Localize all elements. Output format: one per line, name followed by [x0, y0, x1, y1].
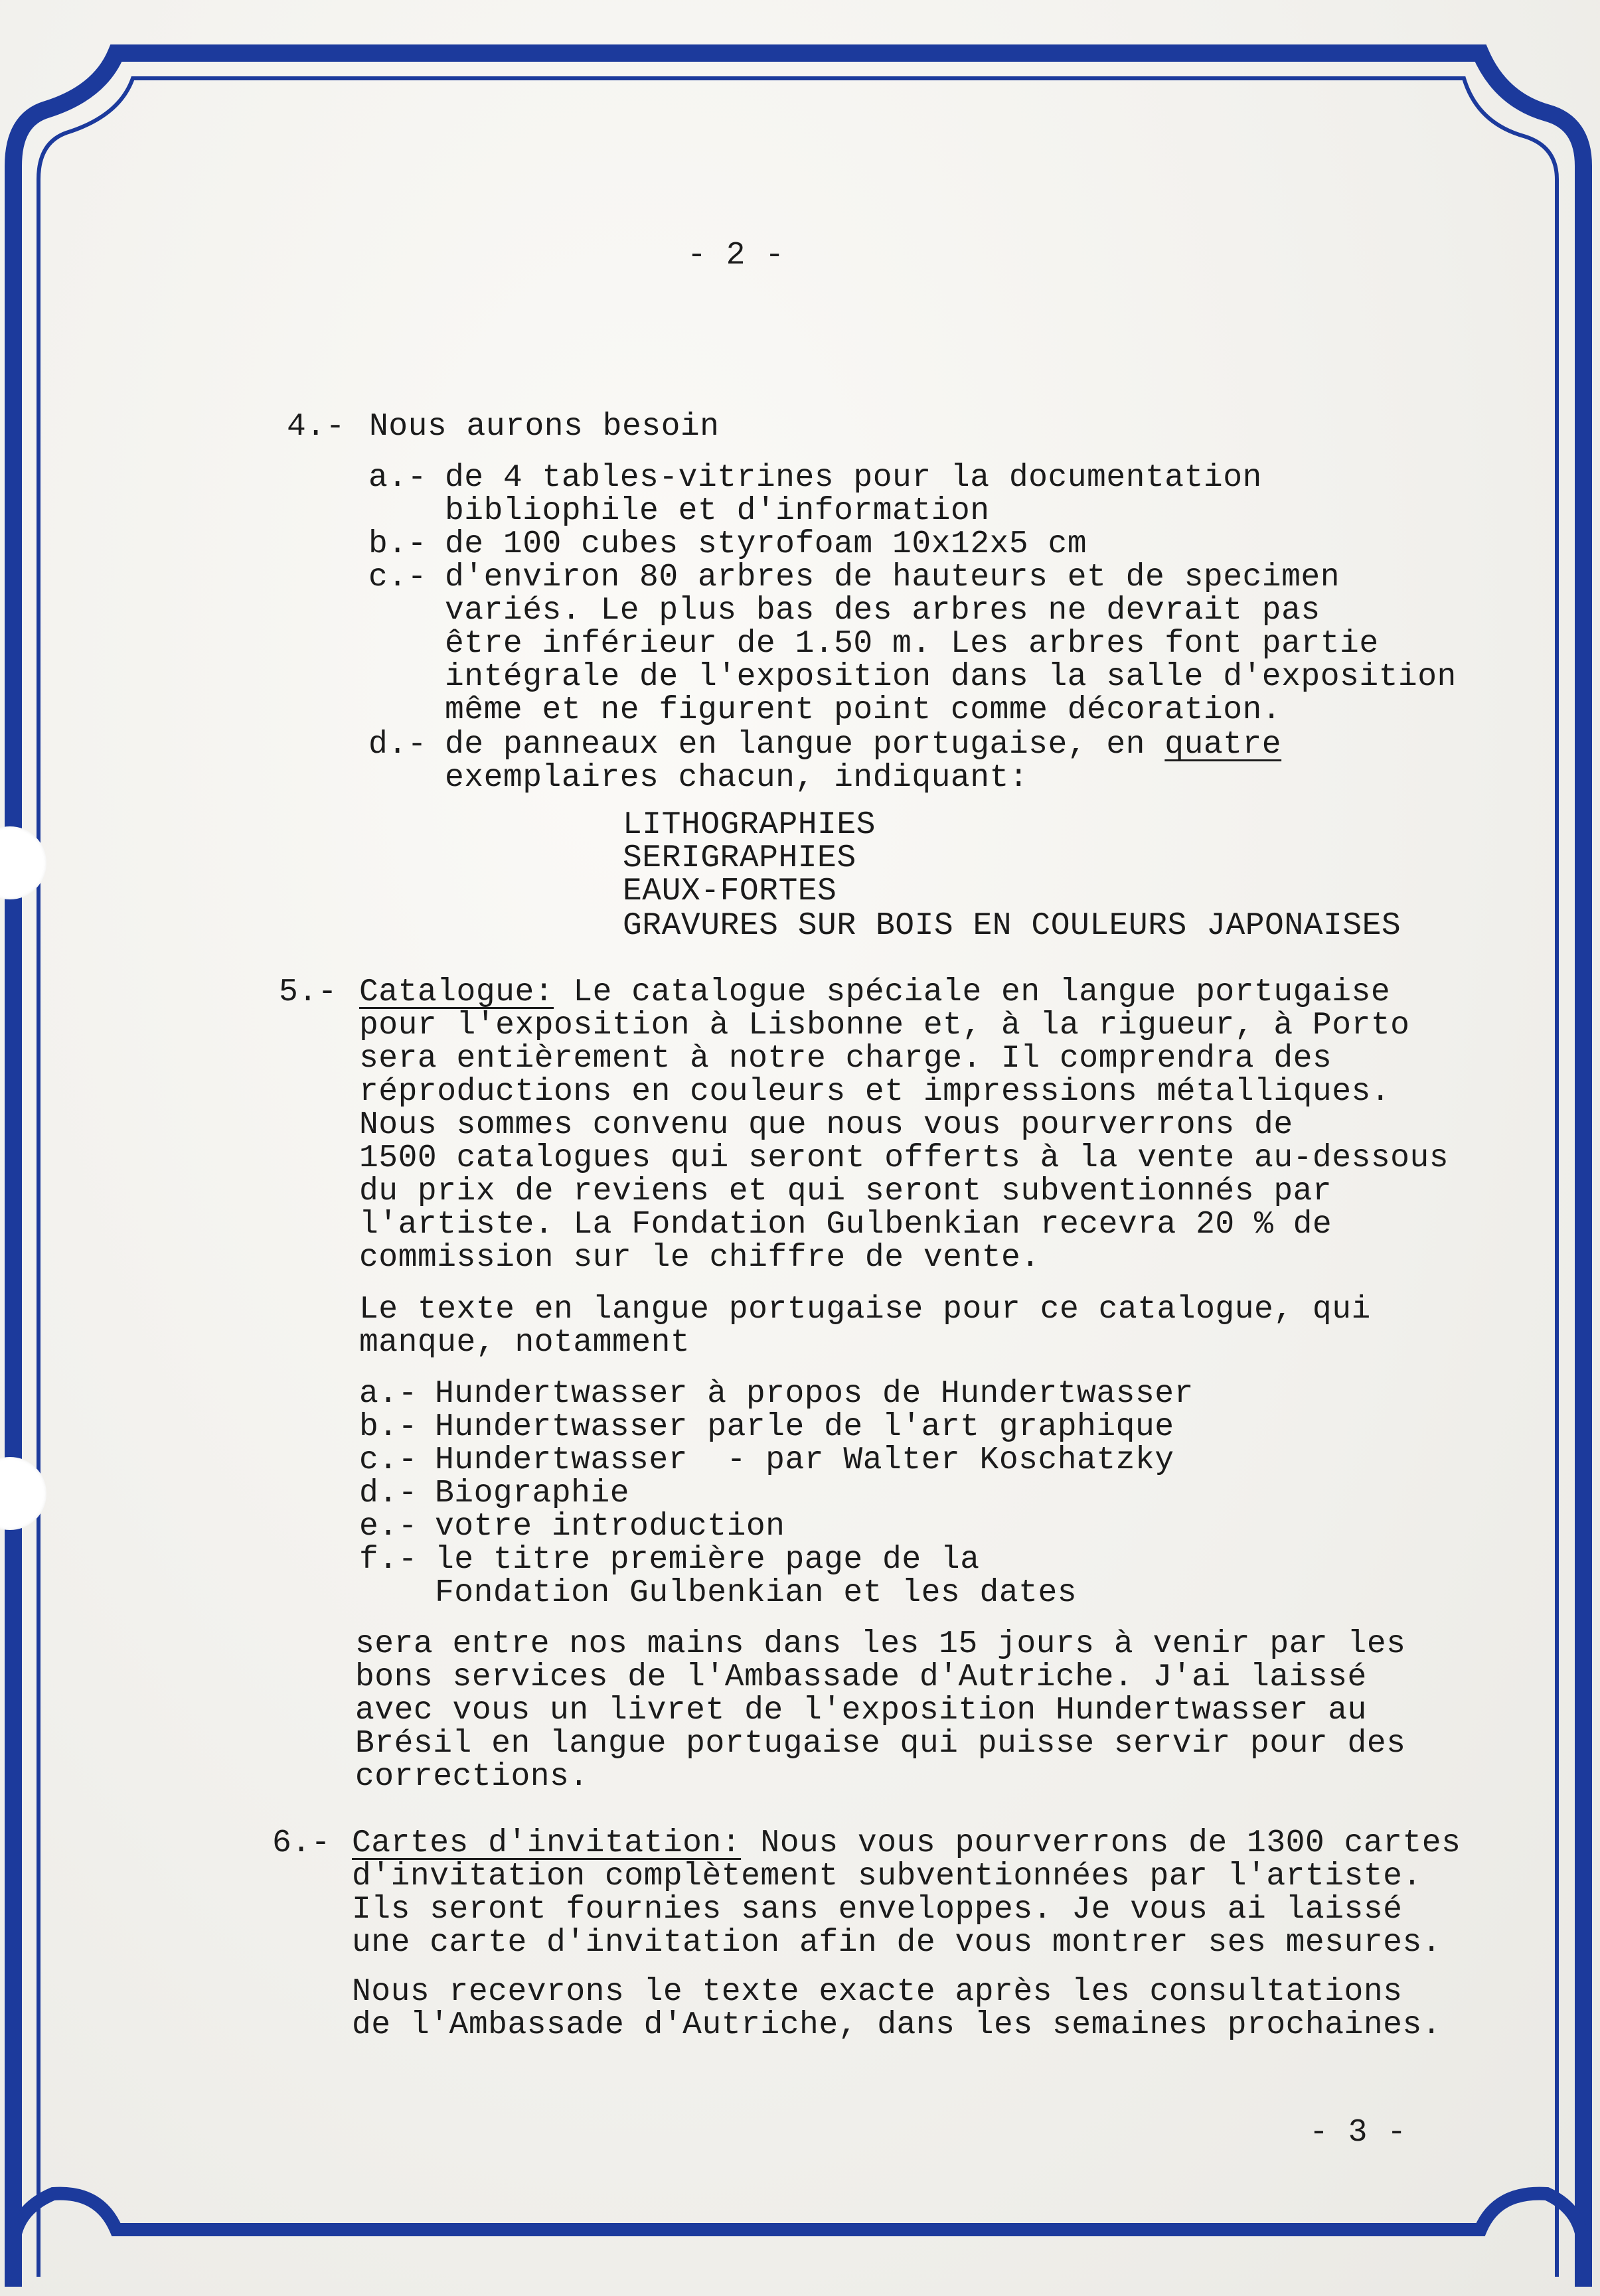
section-5-paragraph-line: sera entre nos mains dans les 15 jours à venir par les	[355, 1626, 1406, 1662]
section-6-number: 6.-	[272, 1825, 331, 1861]
section-4-title: Nous aurons besoin	[369, 409, 720, 445]
section-5-paragraph-line: Le texte en langue portugaise pour ce catalogue, qui	[359, 1292, 1371, 1328]
section-6-first-line	[352, 1827, 1461, 1860]
section-5-item-label: e.-	[359, 1509, 418, 1545]
section-5-item-label: d.-	[359, 1476, 418, 1511]
section-5-item-label: f.-	[359, 1542, 418, 1578]
section-5-item-text: Hundertwasser - par Walter Koschatzky	[435, 1442, 1174, 1478]
section-5-item-label: b.-	[359, 1409, 418, 1445]
section-4-item-b-line: de 100 cubes styrofoam 10x12x5 cm	[445, 526, 1087, 562]
section-5-first-line	[359, 976, 1390, 1009]
page-number-top: - 2 -	[687, 238, 785, 273]
section-5-item-text: Hundertwasser à propos de Hundertwasser	[435, 1376, 1194, 1412]
section-5-paragraph-line: avec vous un livret de l'exposition Hundertwasser au	[355, 1693, 1367, 1728]
section-6-paragraph-line: d'invitation complètement subventionnées par l'artiste.	[352, 1859, 1422, 1894]
section-4-item-c-line: variés. Le plus bas des arbres ne devrait pas	[445, 593, 1320, 629]
section-4-item-c-line: intégrale de l'exposition dans la salle d'exposition	[445, 659, 1457, 695]
section-4-item-a-label: a.-	[368, 460, 427, 496]
section-5-paragraph-line: réproductions en couleurs et impressions métalliques.	[359, 1074, 1391, 1110]
section-6-paragraph-line: de l'Ambassade d'Autriche, dans les semaines prochaines.	[352, 2007, 1442, 2043]
section-6-paragraph-line: Nous recevrons le texte exacte après les consultations	[352, 1974, 1403, 2010]
section-4-item-c-line: même et ne figurent point comme décoration.	[445, 692, 1282, 728]
section-5-first-line-rest: Le catalogue spéciale en langue portugaise	[554, 974, 1391, 1010]
page-number-bottom: - 3 -	[1309, 2115, 1407, 2151]
section-4-item-c-line: d'environ 80 arbres de hauteurs et de specimen	[445, 560, 1340, 595]
section-6-heading: Cartes d'invitation:	[352, 1825, 742, 1861]
section-5-item-label: a.-	[359, 1376, 418, 1412]
panel-label: EAUX-FORTES	[623, 874, 837, 909]
section-5-paragraph-line: du prix de reviens et qui seront subventionnés par	[359, 1174, 1332, 1209]
section-5-heading: Catalogue:	[359, 974, 554, 1010]
section-5-item-text: votre introduction	[435, 1509, 785, 1545]
section-5-item-text: Hundertwasser parle de l'art graphique	[435, 1409, 1174, 1445]
section-4-item-d-label: d.-	[368, 727, 427, 763]
section-5-paragraph-line: l'artiste. La Fondation Gulbenkian recevra 20 % de	[359, 1207, 1332, 1243]
section-6-first-line-rest: Nous vous pourverrons de 1300 cartes	[741, 1825, 1461, 1861]
section-4-item-c-label: c.-	[368, 560, 427, 595]
section-5-item-text: Biographie	[435, 1476, 630, 1511]
section-4-number: 4.-	[287, 409, 345, 445]
section-4-item-d-line	[445, 728, 1281, 761]
section-5-paragraph-line: Brésil en langue portugaise qui puisse servir pour des	[355, 1726, 1406, 1762]
section-6-paragraph-line: une carte d'invitation afin de vous montrer ses mesures.	[352, 1925, 1442, 1961]
section-6-paragraph-line: Ils seront fournies sans enveloppes. Je vous ai laissé	[352, 1892, 1403, 1928]
section-5-paragraph-line: pour l'exposition à Lisbonne et, à la rigueur, à Porto	[359, 1008, 1410, 1043]
section-4-item-d-prefix: de panneaux en langue portugaise, en	[445, 727, 1165, 763]
section-4-item-d-line: exemplaires chacun, indiquant:	[445, 760, 1029, 796]
panel-label: GRAVURES SUR BOIS EN COULEURS JAPONAISES	[623, 908, 1401, 944]
underlined-word-quatre: quatre	[1164, 727, 1282, 763]
section-5-paragraph-line: bons services de l'Ambassade d'Autriche. J'ai laissé	[355, 1659, 1367, 1695]
panel-label: SERIGRAPHIES	[623, 840, 856, 876]
section-4-item-c-line: être inférieur de 1.50 m. Les arbres font partie	[445, 626, 1379, 662]
section-5-paragraph-line: corrections.	[355, 1759, 589, 1795]
section-5-paragraph-line: Nous sommes convenu que nous vous pourverrons de	[359, 1107, 1293, 1143]
section-5-item-text: le titre première page de la	[435, 1542, 980, 1578]
panel-label: LITHOGRAPHIES	[623, 807, 876, 843]
section-5-number: 5.-	[279, 974, 337, 1010]
section-4-item-b-label: b.-	[368, 526, 427, 562]
section-5-paragraph-line: commission sur le chiffre de vente.	[359, 1240, 1040, 1276]
section-5-paragraph-line: 1500 catalogues qui seront offerts à la vente au-dessous	[359, 1140, 1449, 1176]
section-5-item-label: c.-	[359, 1442, 418, 1478]
section-5-item-text: Fondation Gulbenkian et les dates	[435, 1575, 1078, 1611]
section-4-item-a-line: bibliophile et d'information	[445, 493, 990, 529]
section-5-paragraph-line: manque, notamment	[359, 1325, 690, 1361]
section-5-paragraph-line: sera entièrement à notre charge. Il comprendra des	[359, 1041, 1332, 1077]
section-4-item-a-line: de 4 tables-vitrines pour la documentation	[445, 460, 1262, 496]
